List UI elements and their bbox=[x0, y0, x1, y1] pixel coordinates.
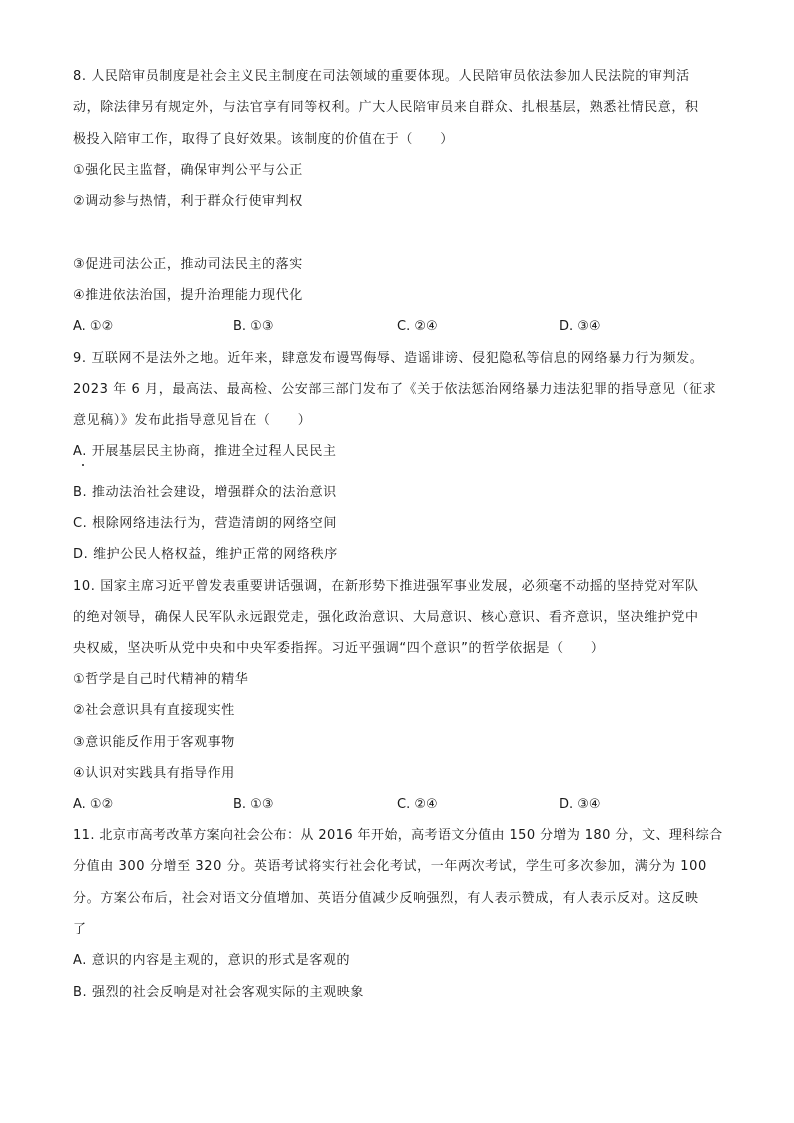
q8-item-2: ②调动参与热情，利于群众行使审判权 bbox=[73, 194, 303, 209]
q10-option-b[interactable]: B. ①③ bbox=[233, 797, 274, 812]
q10-stem-line-1: 10. 国家主席习近平曾发表重要讲话强调，在新形势下推进强军事业发展，必须毫不动摇的坚持党对军队 bbox=[73, 579, 699, 594]
q8-stem-line-1: 8. 人民陪审员制度是社会主义民主制度在司法领域的重要体现。人民陪审员依法参加人民法院的审判活 bbox=[73, 69, 690, 84]
q11-stem-line-4: 了 bbox=[73, 922, 87, 937]
q10-item-3: ③意识能反作用于客观事物 bbox=[73, 735, 235, 750]
q8-option-c[interactable]: C. ②④ bbox=[397, 319, 438, 334]
q8-option-b[interactable]: B. ①③ bbox=[233, 319, 274, 334]
q10-stem-line-3: 央权威，坚决听从党中央和中央军委指挥。习近平强调“四个意识”的哲学依据是（ ） bbox=[73, 641, 605, 656]
q10-item-1: ①哲学是自己时代精神的精华 bbox=[73, 672, 249, 687]
q9-option-c[interactable]: C. 根除网络违法行为，营造清朗的网络空间 bbox=[73, 516, 337, 531]
q8-stem-line-3: 极投入陪审工作，取得了良好效果。该制度的价值在于（ ） bbox=[73, 132, 454, 147]
q9-stem-line-2: 2023 年 6 月，最高法、最高检、公安部三部门发布了《关于依法惩治网络暴力违法犯罪的指导意见（征求 bbox=[73, 382, 717, 397]
q11-stem-line-3: 分。方案公布后，社会对语文分值增加、英语分值减少反响强烈，有人表示赞成，有人表示反对。这反映 bbox=[73, 891, 699, 906]
q11-stem-line-2: 分值由 300 分增至 320 分。英语考试将实行社会化考试，一年两次考试，学生可多次参加，满分为 100 bbox=[73, 859, 707, 874]
q10-option-c[interactable]: C. ②④ bbox=[397, 797, 438, 812]
q8-option-d[interactable]: D. ③④ bbox=[559, 319, 601, 334]
q9-option-b[interactable]: B. 推动法治社会建设，增强群众的法治意识 bbox=[73, 485, 337, 500]
q8-item-3: ③促进司法公正，推动司法民主的落实 bbox=[73, 257, 303, 272]
q10-option-a[interactable]: A. ①② bbox=[73, 797, 114, 812]
q8-item-4: ④推进依法治国，提升治理能力现代化 bbox=[73, 288, 303, 303]
stray-dot bbox=[82, 464, 84, 466]
q10-stem-line-2: 的绝对领导，确保人民军队永远跟党走，强化政治意识、大局意识、核心意识、看齐意识，坚决维护党中 bbox=[73, 610, 699, 625]
q8-item-1: ①强化民主监督，确保审判公平与公正 bbox=[73, 163, 303, 178]
q8-option-a[interactable]: A. ①② bbox=[73, 319, 114, 334]
q9-stem-line-3: 意见稿）》发布此指导意见旨在（ ） bbox=[73, 413, 312, 428]
q9-option-a[interactable]: A. 开展基层民主协商，推进全过程人民民主 bbox=[73, 444, 337, 459]
q9-option-d[interactable]: D. 维护公民人格权益，维护正常的网络秩序 bbox=[73, 547, 338, 562]
q10-option-d[interactable]: D. ③④ bbox=[559, 797, 601, 812]
q11-stem-line-1: 11. 北京市高考改革方案向社会公布：从 2016 年开始，高考语文分值由 150 分增为 180 分，文、理科综合 bbox=[73, 828, 723, 843]
q10-item-4: ④认识对实践具有指导作用 bbox=[73, 766, 235, 781]
q10-item-2: ②社会意识具有直接现实性 bbox=[73, 703, 235, 718]
q8-stem-line-2: 动，除法律另有规定外，与法官享有同等权利。广大人民陪审员来自群众、扎根基层，熟悉社情民意，积 bbox=[73, 100, 699, 115]
q11-option-b[interactable]: B. 强烈的社会反响是对社会客观实际的主观映象 bbox=[73, 985, 364, 1000]
q9-stem-line-1: 9. 互联网不是法外之地。近年来，肆意发布谩骂侮辱、造谣诽谤、侵犯隐私等信息的网络暴力行为频发。 bbox=[73, 351, 704, 366]
q11-option-a[interactable]: A. 意识的内容是主观的，意识的形式是客观的 bbox=[73, 953, 351, 968]
